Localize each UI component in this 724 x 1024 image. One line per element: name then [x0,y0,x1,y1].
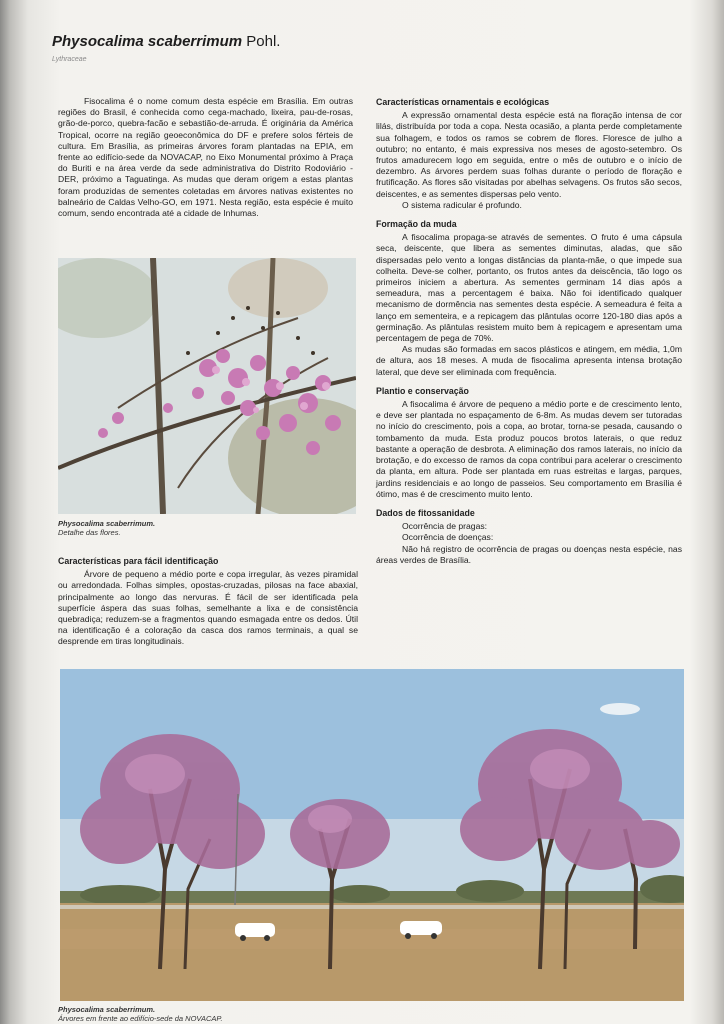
diseases-line: Ocorrência de doenças: [402,532,494,543]
species-title [52,33,280,50]
park-caption-description: Árvores em frente ao edifício-sede da NOVACAP. [58,1014,223,1023]
flowers-illustration [58,258,356,514]
park-illustration [60,669,684,1001]
seedling-section [376,219,682,378]
flowers-caption [58,519,155,537]
seedling-paragraph-1: A fisocalima propaga-se através de sementes. O fruto é uma cápsula seca, deiscente, que libera as sementes diminutas, aladas, que são dispersadas pelo vento a longas distâncias da planta-mãe, o que impede sua colheita. Deve-se colher, portanto, os frutos antes da deiscência, tão logo os primeiros iniciem a abertura. As sementes germinam 14 dias após a semeadura, mas a percentagem é baixa. Não foi identificado qualquer mecanismo de dormência nas sementes desta espécie. A semeadura é feita a lanço em sementeira, e a repicagem das plântulas ocorre 120-180 dias após a germinação. As plântulas resistem muito bem à repicagem e apresentam uma percentagem de pega de 70%. [376,232,682,344]
identification-section [58,556,358,648]
phytosanitary-note: Não há registro de ocorrência de pragas ou doenças nesta espécie, nas áreas verdes de Brasília. [376,543,682,565]
park-photo [60,669,684,1001]
flowers-caption-species: Physocalima scaberrimum. [58,519,156,528]
ornamental-section [376,97,682,211]
phytosanitary-section [376,508,682,566]
intro-section [58,96,353,219]
species-name: Physocalima scaberrimum [52,33,243,50]
planting-section [376,386,682,500]
identification-paragraph: Árvore de pequeno a médio porte e copa irregular, às vezes piramidal ou arredondada. Folhas simples, opostas-cruzadas, pilosas na face abaxial, principalmente ao longo das nervuras. É fácil de ser identificada pela superfície áspera das suas folhas, semelhante a lixa e de consistência quebradiça; reduzem-se a fragmentos quando esmagada entre os dedos. Útil na identificação é a coloração da casca dos ramos terminais, a qual se desprende em tiras longitudinais. [58,569,358,647]
seedling-paragraph-2: As mudas são formadas em sacos plásticos e atingem, em média, 1,0m de altura, aos 18 meses. A muda de fisocalima apresenta intensa brotação lateral, que deve ser eliminada com frequência. [376,344,682,377]
pests-line: Ocorrência de pragas: [402,521,488,532]
park-caption-species: Physocalima scaberrimum. [58,1005,156,1014]
species-family: Lythraceae [52,56,87,63]
intro-paragraph: Fisocalima é o nome comum desta espécie em Brasília. Em outras regiões do Brasil, é conhecida como cega-machado, lixeira, pau-de-rosas, grão-de-porco, quebra-facão e sebastião-de-arruda. É originária da América Tropical, ocorre na região geoeconômica do DF e prefere solos férteis de cultura. Em Brasília, as primeiras árvores foram plantadas na EPIA, em frente ao edifício-sede da NOVACAP, no Eixo Monumental próximo à Praça do Buriti e na área verde da sede administrativa do Distrito Rodoviário - DER, próximo a Taguatinga. As mudas que deram origem a estas plantas foram produzidas de sementes coletadas em árvores nativas existentes no balneário de Caldas Velho-GO, em 1971. Nesta região, esta espécie é muito comum, sendo encontrada até a cidade de Inhumas. [58,96,353,219]
flowers-photo [58,258,356,514]
identification-heading: Características para fácil identificação [58,556,219,566]
planting-heading: Plantio e conservação [376,385,469,396]
park-caption [58,1005,223,1023]
right-column [376,97,682,566]
planting-paragraph: A fisocalima é árvore de pequeno a médio porte e de crescimento lento, e deve ser plantada no espaçamento de 6-8m. As mudas devem ser tutoradas no início do crescimento, pois a copa, ao brotar, torna-se pesada, causando o tombamento da muda. Esta produz poucos brotos laterais, o que reduz bastante a operação de desbrota. A eliminação dos ramos laterais, no início da brotação, e do excesso de ramos da copa contribui para acelerar o crescimento da planta, em altura. Pode ser plantada em ruas estreitas e largas, parques, jardins residenciais e ao longo de passeios. Seu comportamento em Brasília é ótimo, mas é de crescimento muito lento. [376,399,682,499]
seedling-heading: Formação da muda [376,219,457,230]
species-author: Pohl. [246,33,281,50]
ornamental-paragraph-1: A expressão ornamental desta espécie está na floração intensa de cor lilás, distribuída por toda a copa. Nesta ocasião, a planta perde completamente sua folhagem, e todos os ramos se cobrem de flores. Floresce de julho a outubro; no entanto, é mais expressiva nos meses de agosto-setembro. Os frutos amadurecem logo em seguida, entre o mês de outubro e o início de dezembro. As árvores perdem suas folhas durante o período de floração e frutificação. As flores são visitadas por abelhas selvagens. Os frutos são secos, deiscentes, e as sementes dispersas pelo vento. [376,110,682,199]
flowers-caption-description: Detalhe das flores. [58,528,121,537]
ornamental-paragraph-2: O sistema radicular é profundo. [402,199,522,210]
ornamental-heading: Características ornamentais e ecológicas [376,97,550,107]
phytosanitary-heading: Dados de fitossanidade [376,507,475,518]
